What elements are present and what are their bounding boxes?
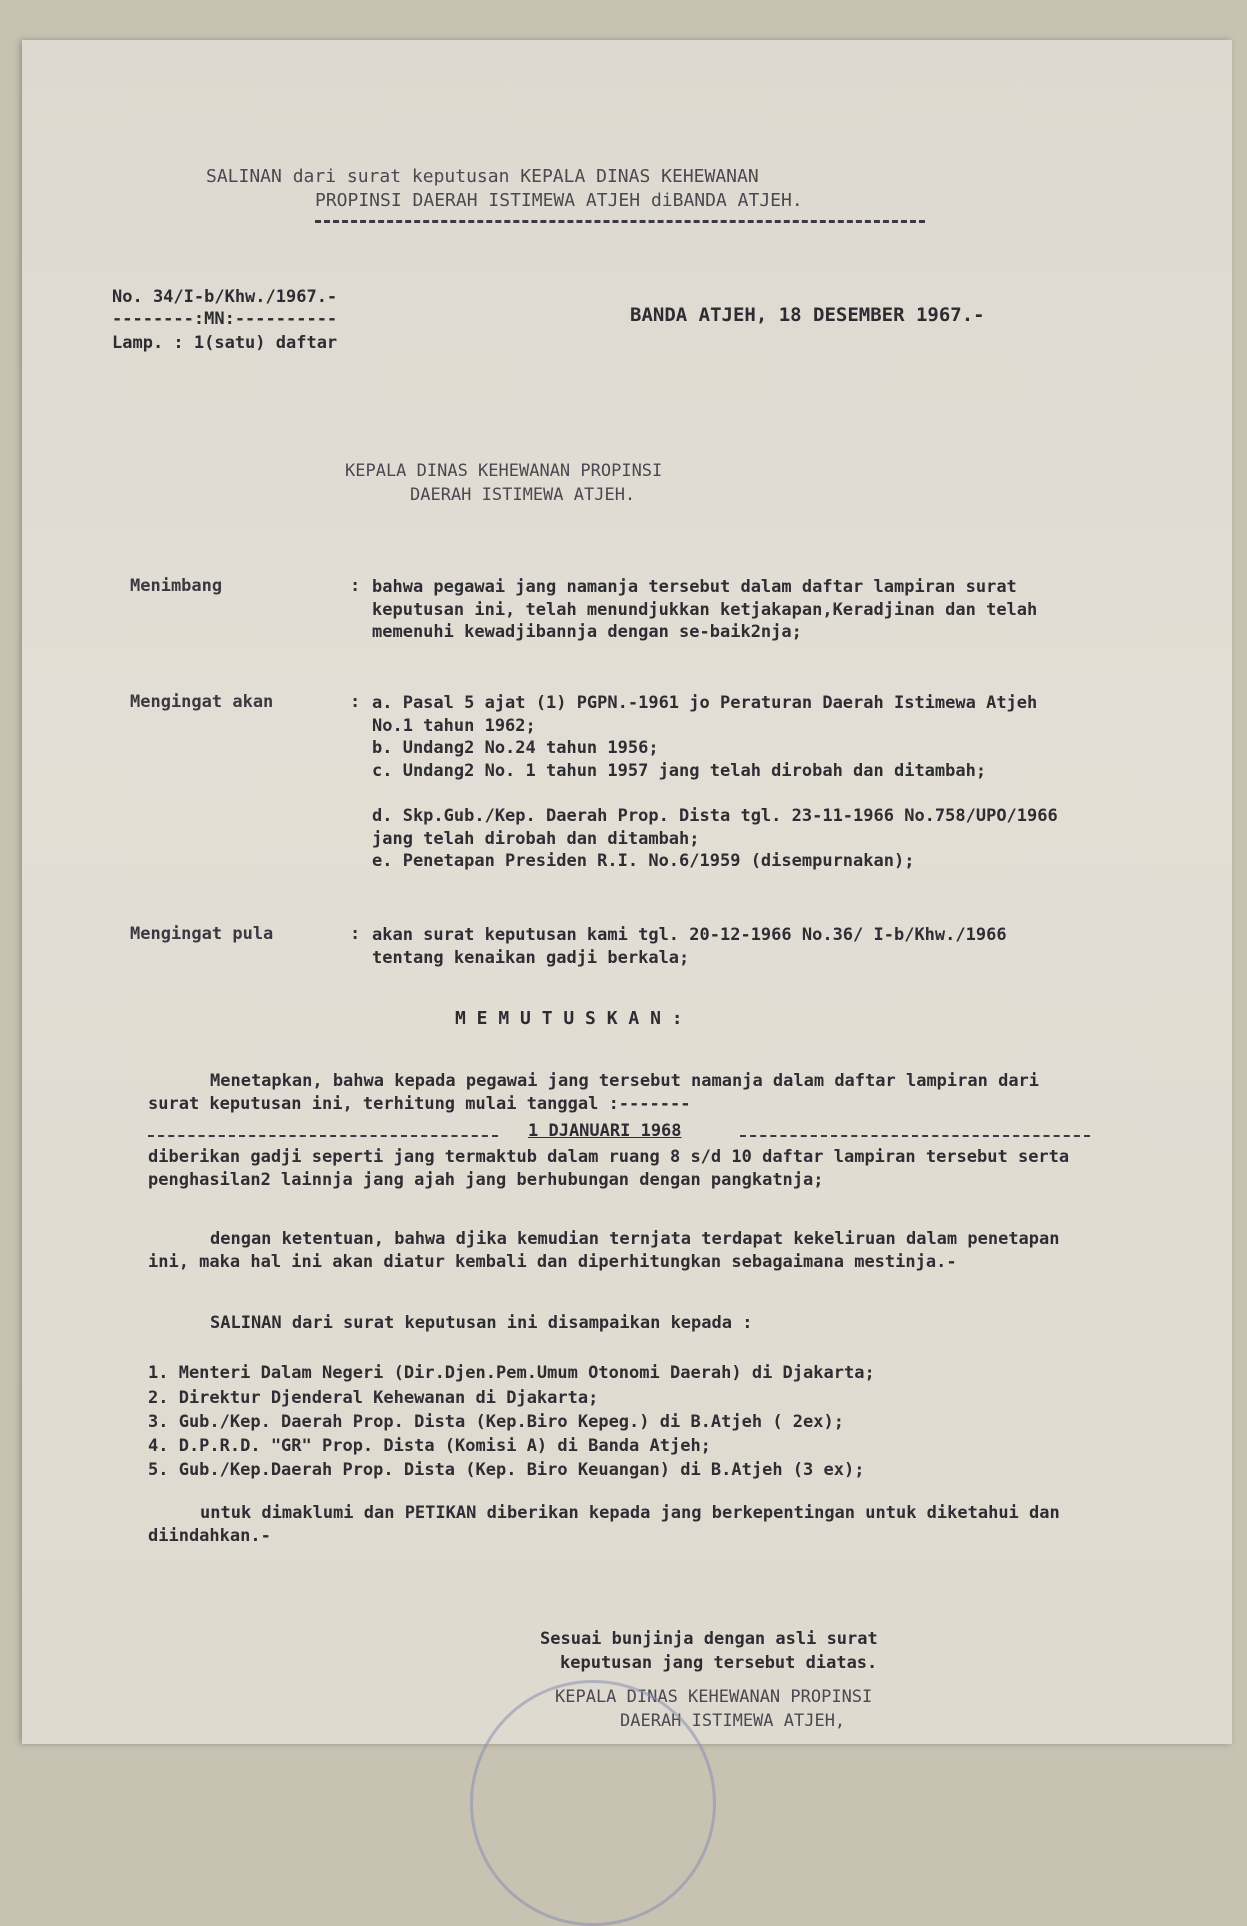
- authority-line-1: KEPALA DINAS KEHEWANAN PROPINSI: [345, 461, 663, 481]
- lampiran: Lamp. : 1(satu) daftar: [112, 333, 338, 353]
- mengingat-item-e: e. Penetapan Presiden R.I. No.6/1959 (disempurnakan);: [372, 851, 915, 871]
- date-rule-right: [740, 1135, 1090, 1137]
- menetapkan-paragraph-1: Menetapkan, bahwa kepada pegawai jang tersebut namanja dalam daftar lampiran dari surat keputusan ini, terhitung mulai tanggal :-------: [148, 1071, 1040, 1114]
- signature-line-4: DAERAH ISTIMEWA ATJEH,: [620, 1711, 846, 1731]
- signature-line-1: Sesuai bunjinja dengan asli surat: [540, 1629, 878, 1649]
- official-stamp: [470, 1680, 716, 1926]
- distribution-intro: SALINAN dari surat keputusan ini disampaikan kepada :: [210, 1313, 753, 1333]
- colon: :: [350, 576, 361, 596]
- mengingat-label: Mengingat akan: [130, 692, 274, 712]
- mengingat-item-d: d. Skp.Gub./Kep. Daerah Prop. Dista tgl. 23-11-1966 No.758/UPO/1966 jang telah dirobah dan ditambah;: [372, 806, 1058, 849]
- header-line-2: PROPINSI DAERAH ISTIMEWA ATJEH diBANDA ATJEH.: [315, 190, 803, 211]
- mengingat-pula-label: Mengingat pula: [130, 924, 274, 944]
- header-line-1: SALINAN dari surat keputusan KEPALA DINAS KEHEWANAN: [206, 166, 759, 187]
- signature-line-3: KEPALA DINAS KEHEWANAN PROPINSI: [555, 1687, 873, 1707]
- signature-line-2: keputusan jang tersebut diatas.: [560, 1653, 878, 1673]
- mengingat-item-c: c. Undang2 No. 1 tahun 1957 jang telah dirobah dan ditambah;: [372, 761, 987, 781]
- recipient-item: 3. Gub./Kep. Daerah Prop. Dista (Kep.Biro Kepeg.) di B.Atjeh ( 2ex);: [148, 1412, 844, 1432]
- letter-number: No. 34/I-b/Khw./1967.-: [112, 287, 338, 307]
- mengingat-item-b: b. Undang2 No.24 tahun 1956;: [372, 738, 659, 758]
- memutuskan-heading: M E M U T U S K A N :: [455, 1008, 683, 1029]
- colon: :: [350, 924, 361, 944]
- recipient-item: 1. Menteri Dalam Negeri (Dir.Djen.Pem.Umum Otonomi Daerah) di Djakarta;: [148, 1363, 875, 1383]
- recipient-item: 2. Direktur Djenderal Kehewanan di Djakarta;: [148, 1388, 599, 1408]
- effective-date: 1 DJANUARI 1968: [528, 1121, 682, 1141]
- colon: :: [350, 692, 361, 712]
- menimbang-label: Menimbang: [130, 576, 223, 596]
- mn-line: --------:MN:----------: [112, 309, 338, 329]
- mengingat-item-a: a. Pasal 5 ajat (1) PGPN.-1961 jo Peraturan Daerah Istimewa Atjeh No.1 tahun 1962;: [372, 693, 1038, 736]
- header-underline: [315, 220, 925, 223]
- place-date: BANDA ATJEH, 18 DESEMBER 1967.-: [630, 304, 985, 326]
- recipient-item: 4. D.P.R.D. "GR" Prop. Dista (Komisi A) di Banda Atjeh;: [148, 1436, 711, 1456]
- menetapkan-paragraph-2: diberikan gadji seperti jang termaktub dalam ruang 8 s/d 10 daftar lampiran tersebut serta penghasilan2 lainnja jang ajah jang berhubungan dengan pangkatnja;: [148, 1147, 1070, 1190]
- menimbang-text: bahwa pegawai jang namanja tersebut dalam daftar lampiran surat keputusan ini, telah menundjukkan ketjakapan,Keradjinan dan telah memenuhi kewadjibannja dengan se-baik2nja;: [372, 577, 1038, 642]
- mengingat-pula-text: akan surat keputusan kami tgl. 20-12-1966 No.36/ I-b/Khw./1966 tentang kenaikan gadji berkala;: [372, 925, 1007, 968]
- date-rule-left: [148, 1135, 498, 1137]
- closing-paragraph: untuk dimaklumi dan PETIKAN diberikan kepada jang berkepentingan untuk diketahui dan diindahkan.-: [148, 1503, 1060, 1546]
- recipient-item: 5. Gub./Kep.Daerah Prop. Dista (Kep. Biro Keuangan) di B.Atjeh (3 ex);: [148, 1460, 865, 1480]
- authority-line-2: DAERAH ISTIMEWA ATJEH.: [410, 485, 636, 505]
- menetapkan-paragraph-3: dengan ketentuan, bahwa djika kemudian ternjata terdapat kekeliruan dalam penetapan ini, maka hal ini akan diatur kembali dan diperhitungkan sebagaimana mestinja.-: [148, 1229, 1060, 1272]
